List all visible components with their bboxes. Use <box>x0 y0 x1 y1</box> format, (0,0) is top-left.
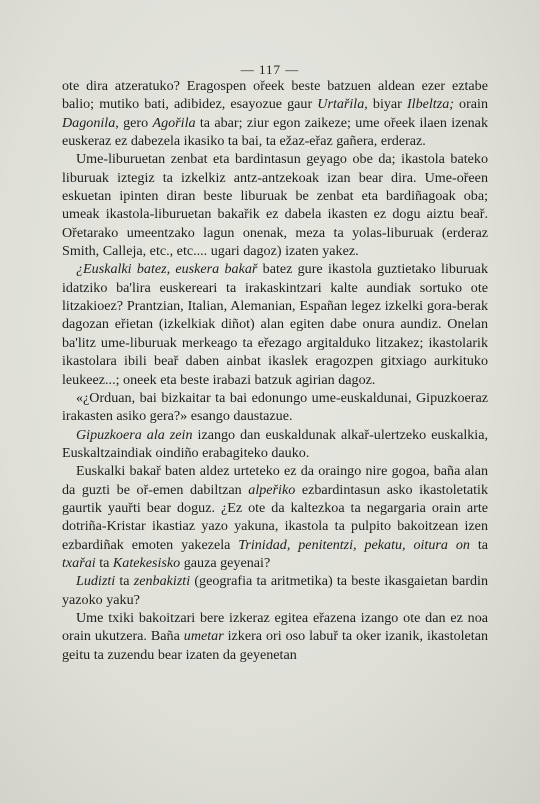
text-run: izango dan euskaldunak alkař-ulertzeko euskalkia, Euskaltzaindiak oindiño erabagiteko dauko. <box>62 426 488 461</box>
paragraph <box>62 426 488 463</box>
italic-text: Dagonila <box>62 114 116 131</box>
paragraph <box>62 572 488 609</box>
text-run: batez gure ikastola guztietako liburuak idatziko ba'lira euskereari ta irakaskintzari kalte aundiak sortuko ote litzakioez? Prantzian, Italian, Alemanian, Españan legez izkelki gora-berak dagozan eřietan (izkelkiak diñot) alan egiten dabe onura aundiz. Onelan ba'litz ume-liburuak merkeago ta eřezago argitalduko litzakez; ikastolarik ikastolara ibili beař daben ainbat ikaslek eragozpen gitxiago aurkituko leukeez...; oneek eta beste irabazi batzuk agirian dagoz. <box>62 261 488 388</box>
text-run: ta <box>115 573 134 590</box>
italic-text: Ilbeltza; <box>406 96 454 113</box>
text-run: Ume txiki bakoitzari bere izkeraz egitea eřazena izango ote dan ez noa orain ukutzera. Baña <box>62 609 488 645</box>
paragraph <box>62 150 488 260</box>
paragraph <box>62 462 488 572</box>
text-run: gauza geyenai? <box>180 554 271 571</box>
italic-text: Ludizti <box>76 573 116 590</box>
text-run: ote dira atzeratuko? Eragospen ořeek beste batzuen aldean ezer eztabe balio; mutiko bati, adibidez, esayozue gaur <box>62 78 488 113</box>
italic-text: Trinidad, penitentzi, pekatu, oitura on <box>238 536 470 553</box>
text-run: ta abar; ziur egon zaikeze; ume ořeek ilaen izenak euskeraz ez dabezela ikasiko ta bai, ta ežaz-eřaz gañera, erderaz. <box>62 114 488 150</box>
italic-text: ¿Euskalki batez, euskera bakař <box>76 261 258 278</box>
italic-text: Urtařila <box>317 96 365 113</box>
text-run: orain <box>453 96 489 113</box>
text-run: «¿Orduan, bai bizkaitar ta bai edonungo ume-euskaldunai, Gipuzkoeraz irakasten asiko gera?» esango daustazue. <box>62 389 488 425</box>
text-run: , gero <box>115 114 153 131</box>
text-run: izkera ori oso labuř ta oker izanik, ikastoletan geitu ta zuzendu bear izaten da geyenetan <box>62 628 489 663</box>
text-run: ta <box>469 536 488 553</box>
paragraph <box>62 609 488 664</box>
italic-text: alpeřiko <box>248 481 296 498</box>
page-number: — 117 — <box>240 62 300 77</box>
italic-text: Gipuzkoera ala zein <box>76 426 193 443</box>
italic-text: txařai <box>62 554 96 571</box>
text-run: Ume-liburuetan zenbat eta bardintasun geyago obe da; ikastola bateko liburuak iztegiz ta izkelkiz antz-antzekoak izan bear dira. Ume-ořeen eskuetan ipinten diran beste liburuak be zenbat eta bardiñagoak oba; umeak ikastola-liburuetan bakařik ez dabela ikasten ez dogu aiztu beař. Ořetarako umeentzako lagun onenak, meza ta yolas-liburuak (erderaz Smith, Calleja, etc., etc.... ugari dagoz) izaten yakez. <box>62 151 488 260</box>
text-run: ezbardintasun asko ikastoletatik gaurtik yauřti bear doguz. ¿Ez ote da kaltezkoa ta negargaria orain arte dotriña-Kristar ikastiaz yazo yakuna, ikastola ta pulpito bakoitzean izen ezbardiñak emoten yakezela <box>62 481 488 553</box>
paragraph <box>62 77 488 150</box>
italic-text: Katekesisko <box>112 554 181 571</box>
italic-text: zenbakizti <box>133 573 191 590</box>
text-run: , biyar <box>364 96 407 113</box>
text-run: ta <box>95 554 113 571</box>
text-run: (geografia ta aritmetika) ta beste ikasgaietan bardin yazoko yaku? <box>62 573 489 608</box>
paragraph <box>62 389 488 426</box>
italic-text: Agořila <box>152 114 196 131</box>
text-run: Euskalki bakař baten aldez urteteko ez da oraingo nire gogoa, baña alan da guzti be oř-emen dabiltzan <box>62 463 488 498</box>
italic-text: umetar <box>183 628 224 645</box>
paragraph <box>62 260 488 388</box>
body-text <box>62 77 488 664</box>
